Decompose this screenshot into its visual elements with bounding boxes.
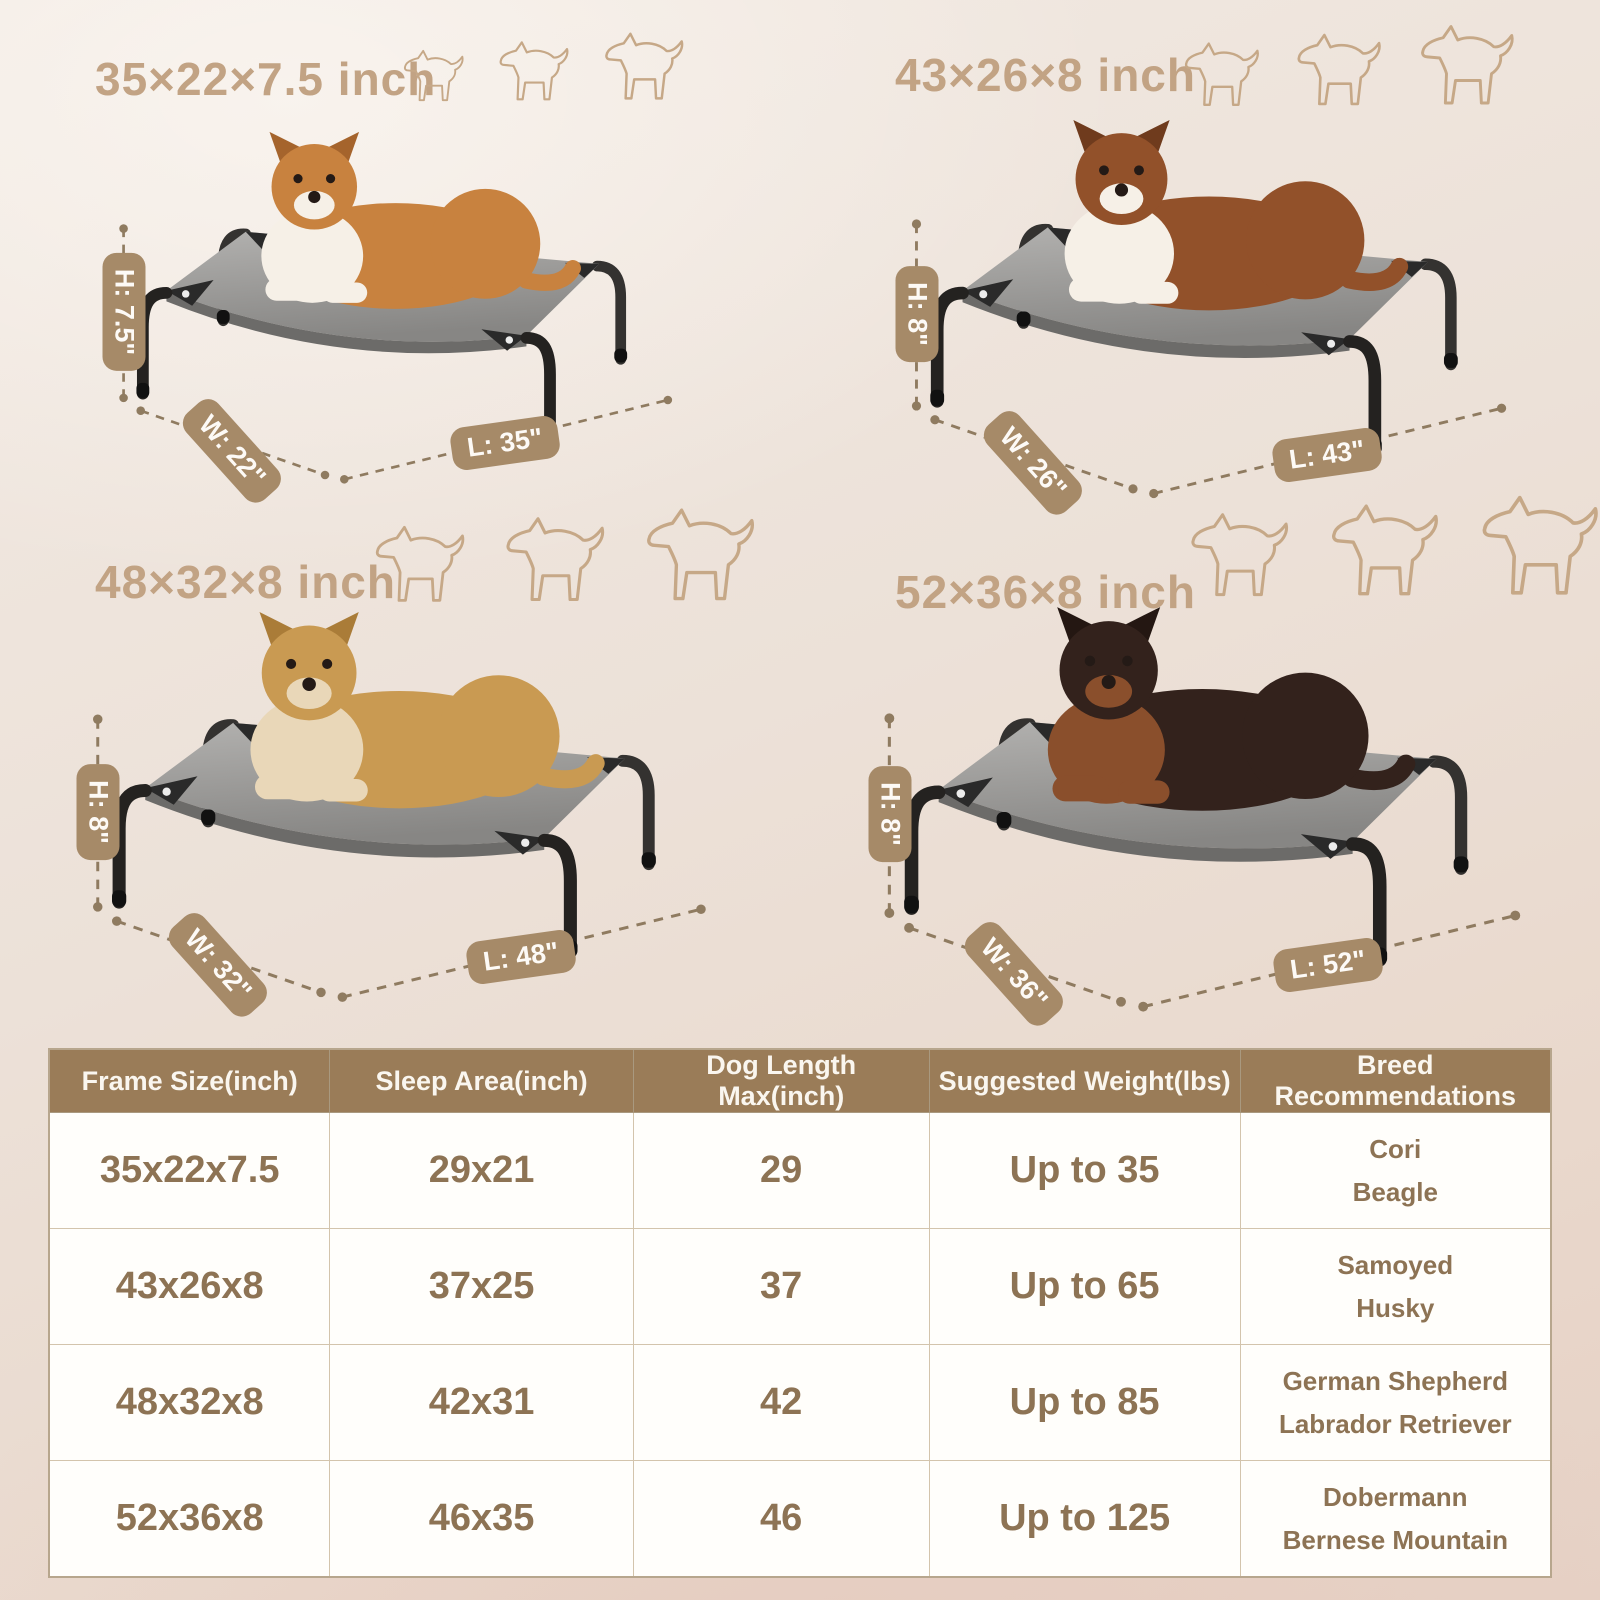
length-dimension-label: L: 48"	[464, 928, 577, 986]
breed-size-icons	[1185, 492, 1600, 604]
breed-recommendations-value	[1240, 1229, 1551, 1345]
length-dimension-label: L: 43"	[1270, 426, 1383, 484]
breed-size-icons	[1180, 22, 1528, 112]
size-panel-52x36x8	[800, 470, 1600, 1030]
husky-outline-icon	[500, 514, 619, 609]
bed-dimension-diagram	[875, 118, 1520, 510]
frame-size-value: 52x36x8	[49, 1461, 330, 1578]
breed-size-icons	[370, 505, 770, 609]
suggested-weight-value: Up to 65	[929, 1229, 1240, 1345]
breed-line: Beagle	[1352, 1176, 1438, 1207]
frame-size-value: 35x22x7.5	[49, 1113, 330, 1229]
small-terrier-outline-icon	[400, 48, 473, 106]
length-dimension-label: L: 35"	[449, 414, 562, 472]
bed-dimension-diagram	[55, 610, 720, 1014]
frame-size-value: 48x32x8	[49, 1345, 330, 1461]
height-dimension-label: H: 8"	[77, 764, 120, 860]
table-row	[49, 1113, 1551, 1229]
size-panel-43x26x8	[800, 0, 1600, 504]
shiba-outline-icon	[1415, 22, 1528, 112]
breed-line: Cori	[1369, 1133, 1422, 1164]
height-dimension-label: H: 8"	[868, 767, 911, 863]
suggested-weight-value: Up to 85	[929, 1345, 1240, 1461]
header-breed-recommendations: Breed Recommendations	[1240, 1049, 1551, 1113]
size-title: 52×36×8 inch	[895, 566, 1196, 618]
retriever-outline-icon	[370, 523, 478, 609]
beagle-outline-icon	[600, 30, 695, 106]
size-title: 48×32×8 inch	[95, 556, 396, 608]
table-row	[49, 1461, 1551, 1578]
corgi-outline-icon	[1180, 40, 1270, 112]
dog-length-max-value: 46	[633, 1461, 929, 1578]
size-panel-48x32x8	[0, 470, 800, 1030]
breed-size-icons	[400, 30, 695, 106]
frame-size-value: 43x26x8	[49, 1229, 330, 1345]
length-dimension-label: L: 52"	[1272, 936, 1385, 994]
breed-recommendations-value	[1240, 1345, 1551, 1461]
dog-length-max-value: 37	[633, 1229, 929, 1345]
size-spec-table	[48, 1048, 1552, 1578]
great-dane-outline-icon	[1325, 501, 1454, 604]
suggested-weight-value: Up to 125	[929, 1461, 1240, 1578]
elevated-dog-bed-illustration	[845, 605, 1535, 1024]
width-dimension-label: W: 32"	[163, 908, 273, 1023]
sleep-area-value: 37x25	[330, 1229, 633, 1345]
sleep-area-value: 42x31	[330, 1345, 633, 1461]
greyhound-outline-icon	[1475, 492, 1600, 604]
breed-line: German Shepherd	[1282, 1365, 1508, 1396]
breed-recommendations-value	[1240, 1113, 1551, 1229]
width-dimension-label: W: 22"	[177, 393, 287, 508]
basset-hound-outline-icon	[1292, 31, 1393, 112]
breed-line: Samoyed	[1337, 1249, 1454, 1280]
breed-line: Bernese Mountain	[1282, 1524, 1508, 1555]
height-dimension-label: H: 8"	[895, 266, 938, 362]
sleep-area-value: 29x21	[330, 1113, 633, 1229]
breed-recommendations-value	[1240, 1461, 1551, 1578]
breed-line: Labrador Retriever	[1278, 1408, 1512, 1439]
samoyed-outline-icon	[640, 505, 770, 609]
table-row	[49, 1345, 1551, 1461]
header-dog-length-max: Dog Length Max(inch)	[633, 1049, 929, 1113]
width-dimension-label: W: 36"	[959, 916, 1069, 1031]
header-sleep-area: Sleep Area(inch)	[330, 1049, 633, 1113]
breed-line: Husky	[1356, 1292, 1435, 1323]
suggested-weight-value: Up to 35	[929, 1113, 1240, 1229]
header-frame-size: Frame Size(inch)	[49, 1049, 330, 1113]
sleep-area-value: 46x35	[330, 1461, 633, 1578]
bed-dimension-diagram	[85, 130, 685, 494]
dog-length-max-value: 42	[633, 1345, 929, 1461]
elevated-dog-bed-illustration	[85, 130, 685, 494]
elevated-dog-bed-illustration	[55, 610, 720, 1014]
breed-line: Dobermann	[1323, 1481, 1468, 1512]
table-row	[49, 1229, 1551, 1345]
width-dimension-label: W: 26"	[978, 405, 1088, 520]
bed-dimension-diagram	[845, 605, 1535, 1024]
table-header-row	[49, 1049, 1551, 1113]
height-dimension-label: H: 7.5"	[103, 253, 146, 371]
size-title: 35×22×7.5 inch	[95, 53, 437, 105]
size-panel-35x22x7_5	[0, 0, 800, 492]
header-suggested-weight: Suggested Weight(lbs)	[929, 1049, 1240, 1113]
dog-length-max-value: 29	[633, 1113, 929, 1229]
size-title: 43×26×8 inch	[895, 49, 1196, 101]
french-bulldog-outline-icon	[495, 39, 579, 106]
newfoundland-outline-icon	[1185, 510, 1303, 604]
elevated-dog-bed-illustration	[875, 118, 1520, 510]
